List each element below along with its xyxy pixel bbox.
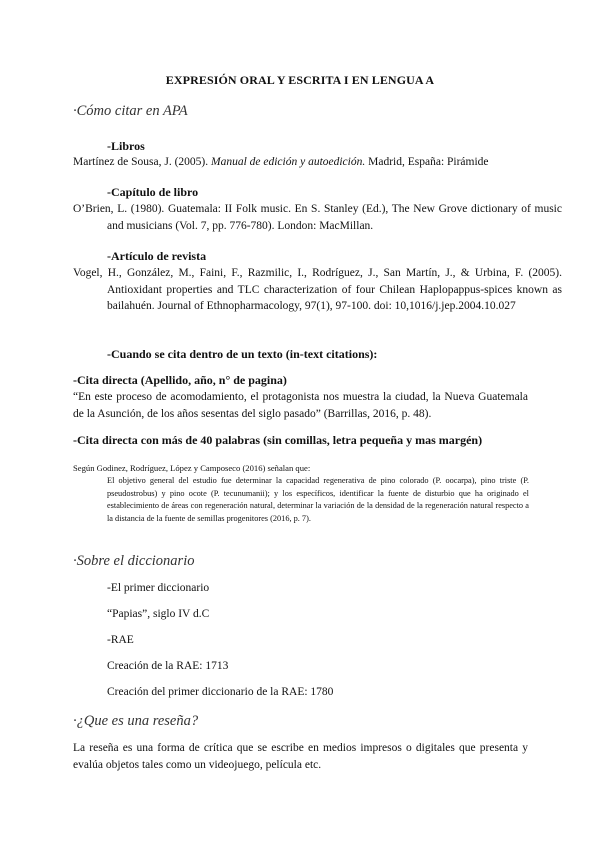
cita-directa-label: -Cita directa (Apellido, año, n° de pagina) [73,373,287,387]
articulo-label: -Artículo de revista [107,249,207,263]
diccionario-item: -El primer diccionario [107,582,210,594]
diccionario-item: Creación del primer diccionario de la RAE: 1780 [107,686,334,698]
diccionario-item: “Papias”, siglo IV d.C [107,608,210,620]
intext-label: -Cuando se cita dentro de un texto (in-text citations): [107,347,378,361]
libros-ref-title: Manual de edición y autoedición. [210,156,366,168]
capitulo-label: -Capítulo de libro [107,185,199,199]
cita-larga-intro: Según Godinez, Rodríguez, López y Camposeco (2016) señalan que: [73,463,311,473]
section-heading-apa: ·Cómo citar en APA [73,103,188,119]
articulo-reference: Vogel, H., González, M., Faini, F., Razmilic, I., Rodríguez, J., San Martín, J., & Urbina, F. (2005). Antioxidant properties and TLC characterization of four Chilean Haplopappus-spices known as bailahuén. Journal of Ethnopharmacology, 97(1), 97-100. doi: 10,1016/j.jep.2004.10.027 [73,267,562,312]
capitulo-reference: O’Brien, L. (1980). Guatemala: II Folk music. En S. Stanley (Ed.), The New Grove dictionary of music and musicians (Vol. 7, pp. 776-780). London: MacMillan. [73,203,562,232]
document-title: EXPRESIÓN ORAL Y ESCRITA I EN LENGUA A [165,73,435,87]
diccionario-item: Creación de la RAE: 1713 [107,660,229,672]
libros-ref-publisher: Madrid, España: Pirámide [365,156,489,168]
section-heading-diccionario: ·Sobre el diccionario [73,553,195,569]
cita-directa-text: “En este proceso de acomodamiento, el protagonista nos muestra la ciudad, la Nueva Guatemala de la Asunción, de los años sesentas del siglo pasado” (Barrillas, 2016, p. 48). [73,391,528,420]
libros-reference [73,154,528,171]
resena-text: La reseña es una forma de crítica que se escribe en medios impresos o digitales que presenta y evalúa objetos tales como un videojuego, película etc. [73,742,528,771]
cita-larga-block: El objetivo general del estudio fue determinar la capacidad regenerativa de pino colorado (P. oocarpa), pino triste (P. pseudostrobus) y pino ocote (P. tecunumanii); y los específicos, identificar la fuente de disturbio que ha originado el establecimiento de áreas con regeneración natural, determinar la variación de la densidad de la regeneración natural respecto a la distancia de la fuente de semillas progenitores (2016, p. 7). [107,476,529,523]
libros-ref-authors: Martínez de Sousa, J. (2005). [73,156,211,168]
diccionario-item: -RAE [107,634,134,646]
section-heading-resena: ·¿Que es una reseña? [73,713,199,729]
libros-label: -Libros [107,139,145,153]
cita-larga-label: -Cita directa con más de 40 palabras (sin comillas, letra pequeña y mas margén) [73,433,483,447]
